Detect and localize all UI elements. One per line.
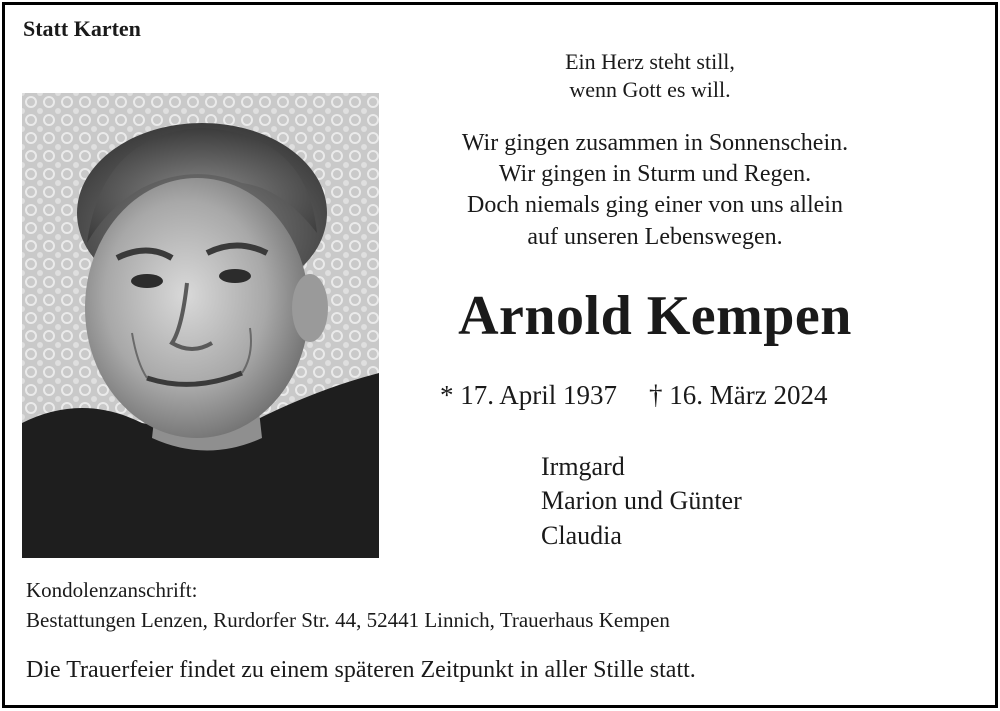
life-dates	[440, 380, 827, 411]
condolence-address: Bestattungen Lenzen, Rurdorfer Str. 44, 52441 Linnich, Trauerhaus Kempen	[26, 608, 670, 632]
verse-long-line: auf unseren Lebenswegen.	[527, 223, 783, 250]
verse-long-line: Wir gingen in Sturm und Regen.	[498, 161, 812, 188]
portrait-illustration	[22, 93, 379, 558]
verse-long-line: Doch niemals ging einer von uns allein	[467, 192, 843, 219]
mourner-name: Claudia	[541, 520, 622, 550]
mourner-name: Marion und Günter	[541, 486, 742, 516]
ceremony-note: Die Trauerfeier findet zu einem späteren Zeitpunkt in aller Stille statt.	[26, 657, 696, 683]
verse-long	[405, 128, 905, 253]
verse-long-line: Wir gingen zusammen in Sonnenschein.	[461, 130, 849, 156]
mourners-list	[541, 450, 742, 553]
deceased-name: Arnold Kempen	[458, 285, 852, 347]
mourner-name: Irmgard	[541, 452, 625, 481]
portrait-photo	[22, 93, 379, 558]
verse-short-line: wenn Gott es will.	[569, 76, 731, 102]
birth-date: * 17. April 1937	[440, 380, 618, 410]
condolence-label: Kondolenzanschrift:	[26, 578, 198, 602]
verse-short	[450, 48, 850, 103]
verse-short-line: Ein Herz steht still,	[565, 49, 735, 74]
death-date: † 16. März 2024	[649, 380, 828, 410]
header-label: Statt Karten	[23, 16, 141, 41]
